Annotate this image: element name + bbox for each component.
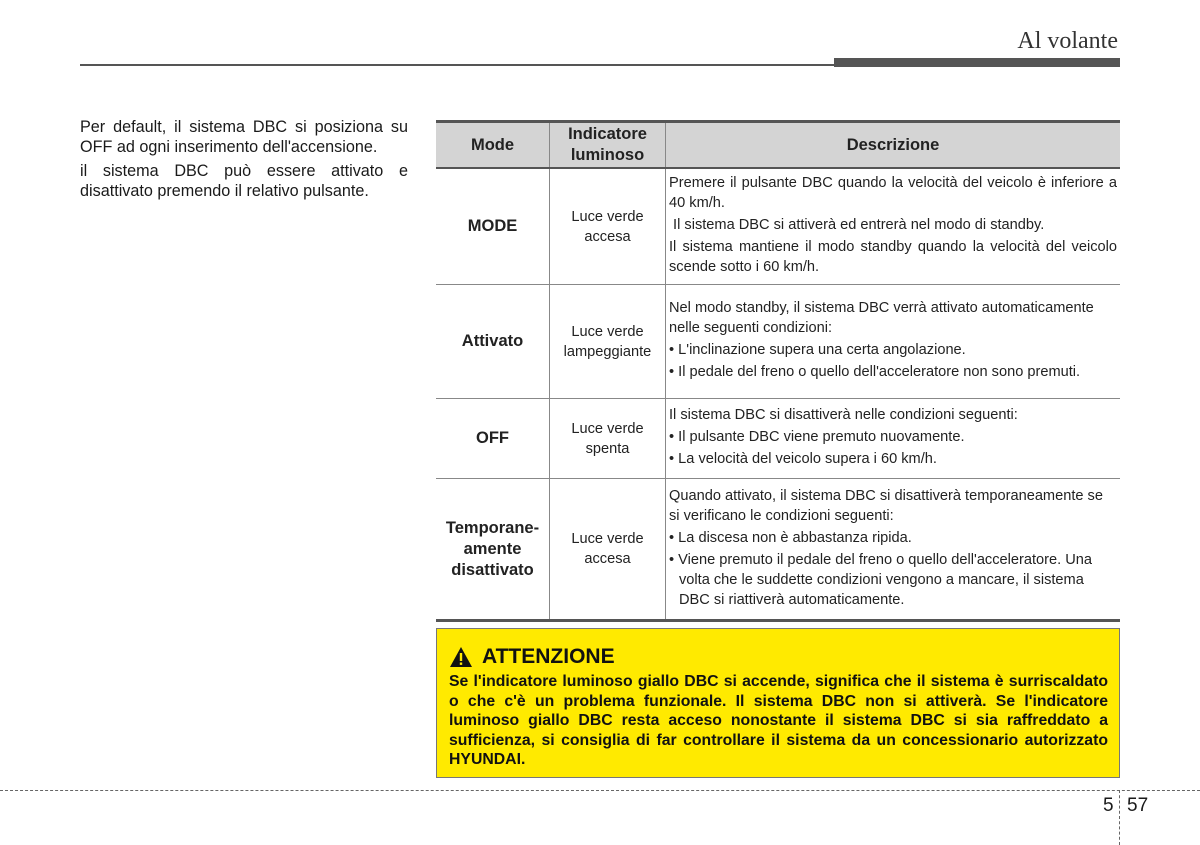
table-row	[436, 399, 1120, 479]
indicator-cell	[550, 399, 666, 479]
indicator-label: Luce verde accesa	[571, 531, 644, 567]
description-line: Il sistema DBC si attiverà ed entrerà nel modo di standby.	[669, 217, 1045, 233]
section-title: Al volante	[1017, 28, 1118, 54]
description-line: Quando attivato, il sistema DBC si disattiverà temporaneamente se si verificano le condizioni seguenti:	[669, 487, 1103, 524]
footer-dashed-rule	[0, 790, 1200, 791]
intro-paragraph: Per default, il sistema DBC si posiziona su OFF ad ogni inserimento dell'accensione.	[80, 118, 408, 156]
description-line: Il sistema mantiene il modo standby quando la velocità del veicolo scende sotto i 60 km/h.	[669, 239, 1117, 275]
table-row	[436, 168, 1120, 285]
mode-cell	[436, 479, 550, 621]
header-indicator: Indicatore luminoso	[550, 122, 666, 169]
description-cell	[666, 285, 1121, 399]
header-rule	[80, 64, 840, 66]
table-row	[436, 479, 1120, 621]
description-cell	[666, 399, 1121, 479]
description-line: Premere il pulsante DBC quando la velocità del veicolo è inferiore a 40 km/h.	[669, 175, 1117, 211]
header-mode: Mode	[436, 122, 550, 169]
description-cell	[666, 168, 1121, 285]
description-bullet: • Il pulsante DBC viene premuto nuovamente.	[669, 429, 965, 445]
chapter-number: 5	[1103, 795, 1114, 816]
warning-box	[436, 628, 1120, 778]
description-line: Il sistema DBC si disattiverà nelle condizioni seguenti:	[669, 407, 1018, 423]
footer-dashed-divider	[1119, 790, 1120, 845]
description-cell	[666, 479, 1121, 621]
description-bullet: • La discesa non è abbastanza ripida.	[669, 529, 912, 546]
mode-label: Temporane-amente disattivato	[445, 518, 540, 579]
indicator-label: Luce verde lampeggiante	[563, 323, 652, 360]
table-header-row	[436, 122, 1120, 169]
page-number: 57	[1127, 795, 1149, 816]
description-bullet: • L'inclinazione supera una certa angolazione.	[669, 342, 966, 358]
description-bullet: • Il pedale del freno o quello dell'acceleratore non sono premuti.	[669, 364, 1081, 380]
warning-text: Se l'indicatore luminoso giallo DBC si accende, significa che il sistema è surriscaldato o che c'è un problema funzionale. Il sistema DBC non si attiverà. Se l'indicatore luminoso giallo DBC resta acceso nonostante il sistema DBC si sia raffreddato a sufficienza, si consiglia di far controllare il sistema da un concessionario autorizzato HYUNDAI.	[449, 673, 1108, 768]
header-description: Descrizione	[666, 122, 1121, 169]
mode-cell: MODE	[436, 168, 550, 285]
warning-triangle-icon	[449, 646, 473, 668]
header-rule-bar	[834, 58, 1120, 67]
description-bullet: • La velocità del veicolo supera i 60 km/h.	[669, 451, 937, 467]
intro-text	[80, 118, 408, 206]
mode-cell: Attivato	[436, 285, 550, 399]
description-bullet: • Viene premuto il pedale del freno o quello dell'acceleratore. Una volta che le suddette condizioni vengono a mancare, il sistema DBC si riattiverà automaticamente.	[669, 551, 1093, 608]
warning-header	[449, 643, 1108, 671]
indicator-label: Luce verde spenta	[571, 420, 644, 457]
mode-cell: OFF	[436, 399, 550, 479]
table-row	[436, 285, 1120, 399]
indicator-cell	[550, 285, 666, 399]
indicator-label: Luce verde accesa	[571, 208, 644, 245]
indicator-cell	[550, 479, 666, 621]
indicator-cell	[550, 168, 666, 285]
description-line: Nel modo standby, il sistema DBC verrà attivato automaticamente nelle seguenti condizioni:	[669, 300, 1094, 336]
intro-paragraph: il sistema DBC può essere attivato e disattivato premendo il relativo pulsante.	[80, 162, 408, 200]
warning-title: ATTENZIONE	[482, 645, 615, 668]
dbc-mode-table	[436, 120, 1120, 622]
